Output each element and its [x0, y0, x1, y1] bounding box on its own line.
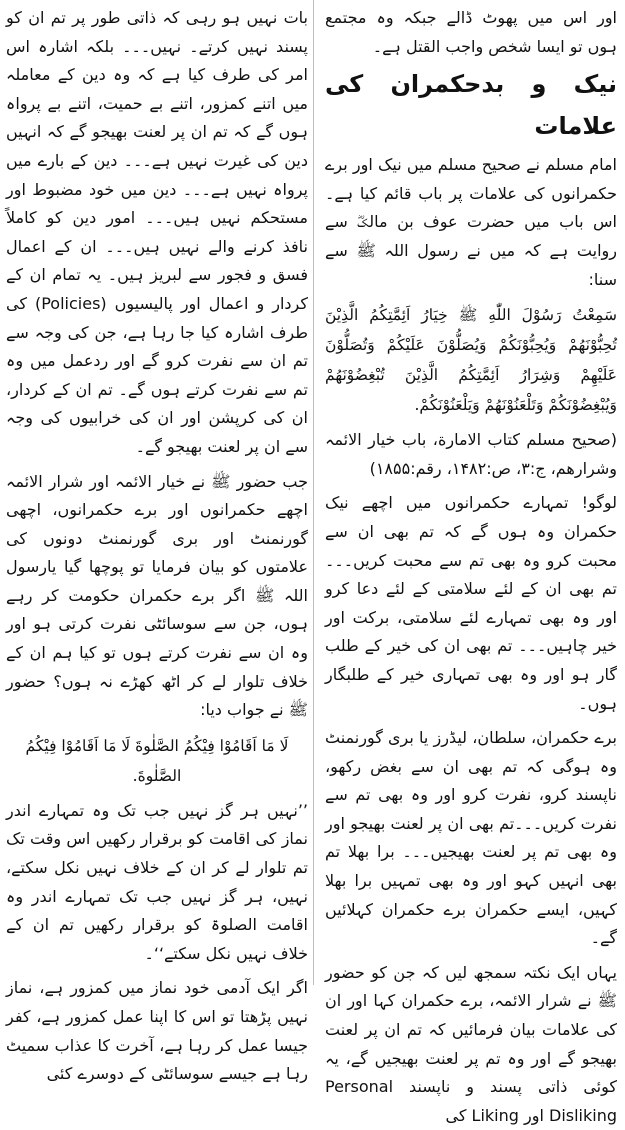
intro-paragraph: اور اس میں پھوٹ ڈالے جبکہ وہ مجتمع ہوں تو ایسا شخص واجب القتل ہے۔: [325, 8, 617, 56]
hadith-arabic: سَمِعْتُ رَسُوْلَ اللّٰهِ ﷺ خِيَارُ اَئِمَّتِكُمُ الَّذِيْنَ تُحِبُّوْنَهُمْ وَيُحِبُّوْنَكُمْ وَيُصَلُّوْنَ عَلَيْكُمْ وَتُصَلُّوْنَ عَلَيْهِمْ وَشِرَارُ اَئِمَّتِكُمُ الَّذِيْنَ تُبْغِضُوْنَهُمْ وَيُبْغِضُوْنَكُمْ وَتَلْعَنُوْنَهُمْ وَيَلْعَنُوْنَكُمْ.: [325, 306, 617, 415]
section-heading: نیک و بدحکمران کی علامات: [325, 70, 617, 141]
paragraph: یہاں ایک نکتہ سمجھ لیں کہ جن کو حضور ﷺ نے شرار الائمہ، برے حکمران کہا اور ان کی علامات بیان فرمائیں کہ تم ان پر لعنت بھیجو گے اور وہ تم پر لعنت بھیجیں گے، یہ کوئی ذاتی پسند و ناپسند Personal Disliking اور Liking کی: [325, 962, 617, 1125]
paragraph: بات نہیں ہو رہی کہ ذاتی طور پر تم ان کو پسند نہیں کرتے۔ نہیں۔۔۔ بلکہ اشارہ اس امر کی طرف کیا ہے کہ وہ دین کے معاملہ میں اتنے کمزور، اتنے بے حمیت، اتنے بے پرواہ ہوں گے کہ تم ان پر لعنت بھیجو گے کہ انہیں دین کی غیرت نہیں ہے۔۔۔ دین کے بارے میں پرواہ نہیں ہے۔۔۔ دین میں خود مضبوط اور مستحکم نہیں ہیں۔۔۔ امور دین کو کاملاً نافذ کرنے والے نہیں ہیں۔۔۔ ان کے اعمال فسق و فجور سے لبریز ہیں۔ یہ تمام ان کے کردار و اعمال اور پالیسیوں (Policies) کی طرف اشارہ کیا جا رہا ہے، جن کی وجہ سے تم ان سے نفرت کرو گے اور ردعمل میں وہ تم سے نفرت کرتے ہوں گے۔ تم ان کے کردار، ان کی کرپشن اور ان کی خرابیوں کی وجہ سے ان پر لعنت بھیجو گے۔: [6, 8, 308, 456]
paragraph: لوگو! تمہارے حکمرانوں میں اچھے نیک حکمران وہ ہوں گے کہ تم بھی ان سے محبت کرو وہ بھی تم سے محبت کریں۔۔۔تم بھی ان کے لئے سلامتی کے لئے دعا کرو اور وہ بھی تمہارے لئے سلامتی، برکت اور خیر چاہیں۔۔۔ تم بھی ان کی خیر کے طلب گار ہو اور وہ بھی تمہاری خیر کے طلبگار ہوں۔: [325, 493, 617, 713]
column-divider: [313, 0, 314, 985]
left-column: [6, 4, 308, 1084]
right-column: [325, 4, 617, 1125]
paragraph: جب حضور ﷺ نے خیار الائمہ اور شرار الائمہ اچھے حکمرانوں اور برے حکمرانوں، اچھی گورنمنٹ اور بری گورنمنٹ دونوں کی علامتوں کو بیان فرمایا تو پوچھا گیا یارسول اللہ ﷺ اگر برے حکمران حکومت کر رہے ہوں، جن سے سوسائٹی نفرت کرتی ہو اور وہ ان سے نفرت کرتے ہوں تو کیا ہم ان کے خلاف تلوار لے کر اٹھ کھڑے نہ ہوں؟ حضور ﷺ نے جواب دیا:: [6, 471, 308, 720]
paragraph: امام مسلم نے صحیح مسلم میں نیک اور برے حکمرانوں کی علامات پر باب قائم کیا ہے۔ اس باب میں حضرت عوف بن مالکؓ سے روایت ہے کہ میں نے رسول اللہ ﷺ سے سنا:: [325, 155, 617, 289]
hadith-reference: (صحیح مسلم کتاب الامارة، باب خیار الائمہ وشرارهم، ج:۳، ص:۱۴۸۲، رقم:۱۸۵۵): [325, 430, 617, 478]
hadith-translation: ’’نہیں ہر گز نہیں جب تک وہ تمہارے اندر نماز کی اقامت کو برقرار رکھیں اس وقت تک تم تلوار لے کر ان کے خلاف نہیں نکل سکتے، نہیں، ہر گز نہیں جب تک تمہارے اندر وہ اقامت الصلوۃ کو برقرار رکھیں تم ان کے خلاف نہیں نکل سکتے‘‘۔: [6, 800, 308, 963]
paragraph: برے حکمران، سلطان، لیڈرز یا بری گورنمنٹ وہ ہوگی کہ تم بھی ان سے بغض رکھو، ناپسند کرو، نفرت کرو اور وہ بھی تم سے نفرت کریں۔۔۔تم بھی ان پر لعنت بھیجو اور وہ بھی تم پر لعنت بھیجیں۔۔۔ برا بھلا تم بھی انہیں کہو اور وہ بھی تمہیں برا بھلا کہیں، ایسے حکمران برے حکمران کہلائیں گے۔: [325, 728, 617, 948]
hadith-arabic: لَا مَا اَقَامُوْا فِيْكُمُ الصَّلٰوةَ لَا مَا اَقَامُوْا فِيْكُمُ الصَّلٰوةَ.: [25, 736, 289, 785]
paragraph: اگر ایک آدمی خود نماز میں کمزور ہے، نماز نہیں پڑھتا تو اس کا اپنا عمل کمزور ہے، کفر جیسا عمل کر رہا ہے، آخرت کا عذاب سمیٹ رہا ہے جیسے سوسائٹی کے دوسرے کئی: [6, 978, 308, 1084]
